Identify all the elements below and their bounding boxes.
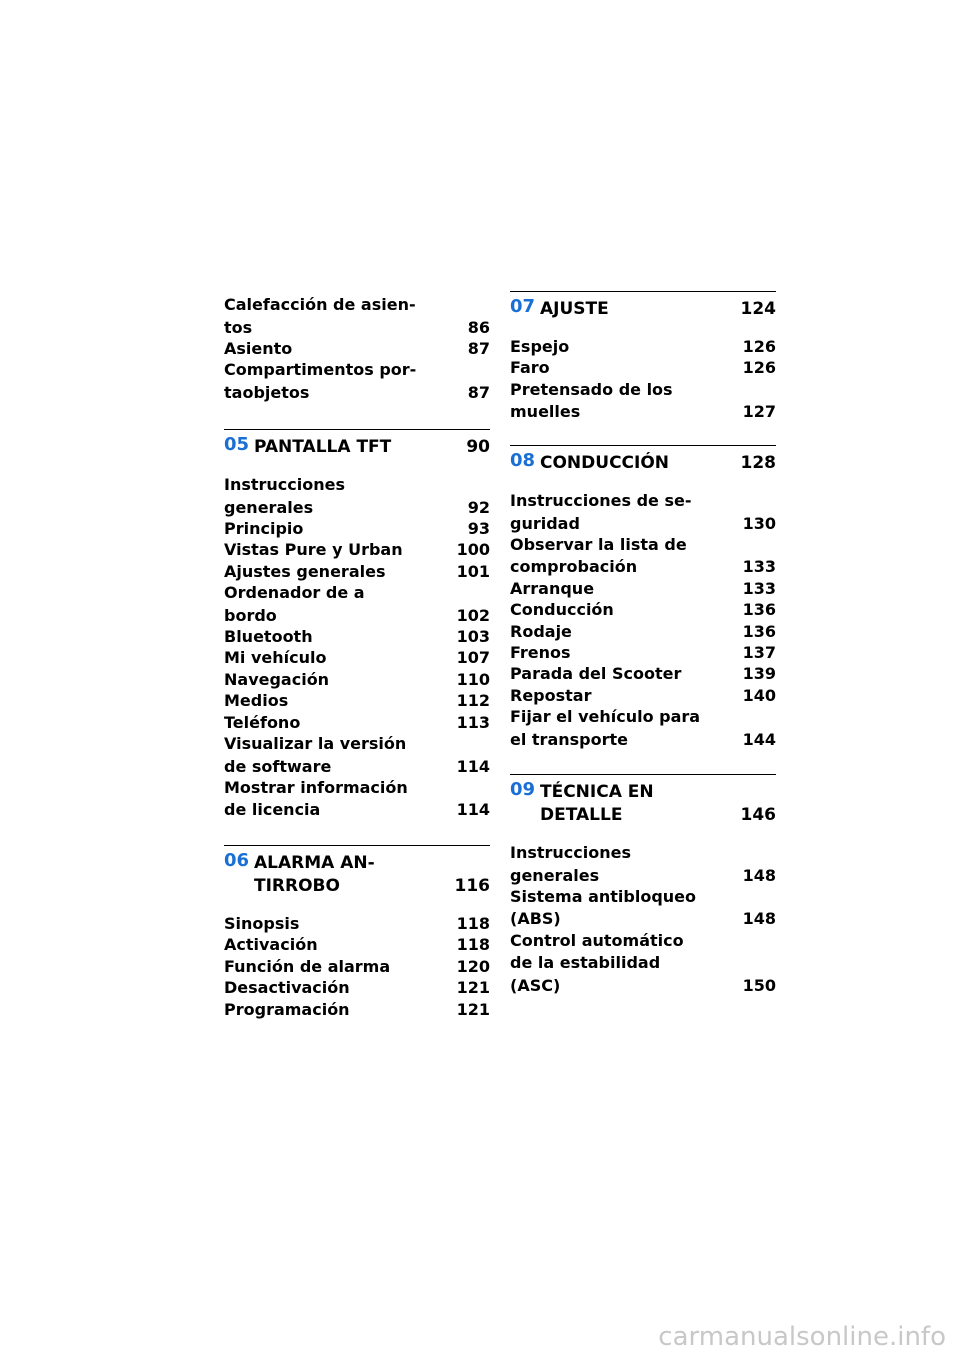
toc-entry[interactable]	[224, 475, 490, 495]
section-title: DETALLE	[540, 805, 623, 825]
toc-entry-page: 113	[456, 712, 490, 732]
toc-entry[interactable]	[224, 498, 490, 518]
toc-entry[interactable]	[510, 953, 776, 973]
toc-entry-page: 101	[456, 561, 490, 581]
toc-entry[interactable]	[224, 713, 490, 733]
section-page: 90	[466, 437, 490, 457]
toc-entry[interactable]	[224, 1000, 490, 1020]
toc-entry-label: Ajustes generales	[224, 561, 386, 581]
toc-entry-label: comprobación	[510, 557, 638, 577]
toc-entry-page: 130	[742, 513, 776, 533]
toc-entry[interactable]	[510, 535, 776, 555]
toc-entry-label: Sistema antibloqueo	[510, 886, 697, 906]
toc-entry-label: Instrucciones	[224, 475, 346, 494]
section-title: TIRROBO	[254, 876, 340, 896]
watermark-text: carmanualsonline.info	[658, 1322, 946, 1352]
toc-entry-label: Observar la lista de	[510, 534, 687, 554]
toc-entry[interactable]	[224, 800, 490, 820]
toc-entry[interactable]	[510, 707, 776, 727]
toc-entry[interactable]	[224, 627, 490, 647]
toc-entry-label: Frenos	[510, 643, 571, 662]
toc-entry-label: Mostrar información	[224, 777, 408, 797]
toc-entry-label: Faro	[510, 358, 550, 378]
toc-entry[interactable]	[224, 606, 490, 626]
toc-entry-page: 87	[467, 382, 490, 402]
toc-entry[interactable]	[224, 383, 490, 403]
toc-entry-label: Mi vehículo	[224, 648, 327, 668]
section-divider	[510, 774, 776, 775]
toc-entry-page: 150	[742, 975, 776, 995]
toc-entry-label: (ASC)	[510, 975, 561, 995]
toc-entry[interactable]	[510, 402, 776, 422]
toc-entry-label: taobjetos	[224, 382, 310, 402]
toc-entry[interactable]	[510, 730, 776, 750]
toc-entry[interactable]	[510, 931, 776, 951]
section-heading[interactable]	[510, 781, 776, 803]
toc-entry-label: Instrucciones de se-	[510, 491, 692, 510]
toc-entry-label: de software	[224, 756, 332, 776]
toc-entry-page: 136	[742, 621, 776, 641]
toc-entry-label: de la estabilidad	[510, 953, 661, 973]
section-heading[interactable]	[510, 452, 776, 474]
toc-entry-label: Teléfono	[224, 712, 301, 732]
toc-entry-page: 118	[456, 914, 490, 933]
section-number: 05	[224, 434, 250, 455]
toc-entry-page: 110	[456, 669, 490, 689]
section-title: ALARMA AN-	[254, 853, 375, 873]
toc-entry-label: Fijar el vehículo para	[510, 707, 701, 727]
toc-entry-label: Activación	[224, 935, 318, 955]
toc-entry-page: 133	[742, 578, 776, 598]
toc-entry[interactable]	[224, 540, 490, 560]
toc-entry[interactable]	[510, 643, 776, 663]
toc-entry[interactable]	[510, 337, 776, 357]
section-divider	[510, 445, 776, 446]
toc-entry[interactable]	[224, 670, 490, 690]
toc-entry-label: generales	[510, 865, 600, 885]
toc-entry-label: Principio	[224, 518, 304, 538]
section-page: 128	[740, 453, 776, 473]
toc-entry-label: Control automático	[510, 930, 684, 950]
toc-entry-label: Medios	[224, 691, 289, 711]
toc-entry[interactable]	[224, 583, 490, 603]
toc-entry-page: 114	[456, 756, 490, 776]
toc-entry[interactable]	[510, 909, 776, 929]
toc-entry[interactable]	[224, 339, 490, 359]
toc-entry[interactable]	[510, 887, 776, 907]
toc-entry-label: Rodaje	[510, 621, 572, 641]
toc-entry-label: muelles	[510, 402, 581, 422]
toc-entry[interactable]	[510, 686, 776, 706]
toc-entry-page: 87	[467, 338, 490, 358]
toc-entry[interactable]	[510, 380, 776, 400]
section-title: TÉCNICA EN	[540, 782, 654, 802]
toc-entry-label: Programación	[224, 999, 350, 1019]
toc-entry[interactable]	[510, 491, 776, 511]
toc-entry[interactable]	[510, 358, 776, 378]
section-title: PANTALLA TFT	[254, 437, 392, 457]
toc-entry-label: Parada del Scooter	[510, 664, 682, 684]
toc-entry[interactable]	[224, 734, 490, 754]
toc-entry-page: 107	[456, 648, 490, 668]
toc-entry[interactable]	[224, 519, 490, 539]
toc-entry-label: Compartimentos por-	[224, 360, 417, 380]
toc-entry[interactable]	[224, 757, 490, 777]
toc-entry-page: 126	[742, 337, 776, 356]
toc-entry[interactable]	[510, 866, 776, 886]
toc-entry-page: 137	[742, 643, 776, 662]
toc-entry-page: 102	[456, 605, 490, 625]
toc-entry-page: 120	[456, 956, 490, 976]
toc-entry-page: 121	[456, 978, 490, 998]
toc-entry[interactable]	[224, 778, 490, 798]
toc-entry-label: el transporte	[510, 729, 628, 749]
toc-entry-label: Desactivación	[224, 978, 350, 998]
toc-entry-label: generales	[224, 497, 314, 517]
toc-entry-page: 114	[456, 800, 490, 820]
toc-entry[interactable]	[510, 843, 776, 863]
toc-entry[interactable]	[510, 976, 776, 996]
toc-entry-page: 144	[742, 729, 776, 749]
toc-entry-page: 121	[456, 999, 490, 1019]
toc-entry-label: Bluetooth	[224, 627, 313, 646]
toc-entry-label: Repostar	[510, 685, 592, 705]
toc-entry-page: 100	[456, 540, 490, 560]
section-heading[interactable]	[224, 875, 490, 897]
section-number: 06	[224, 850, 250, 871]
toc-entry-page: 126	[742, 358, 776, 378]
toc-entry-label: Ordenador de a	[224, 583, 365, 603]
section-page: 116	[454, 876, 490, 896]
toc-entry-page: 93	[467, 518, 490, 538]
section-heading[interactable]	[224, 852, 490, 874]
toc-entry-label: Visualizar la versión	[224, 734, 407, 753]
toc-entry-page: 133	[742, 557, 776, 577]
toc-entry-page: 139	[742, 664, 776, 684]
toc-entry-label: Vistas Pure y Urban	[224, 540, 403, 560]
toc-entry-label: Instrucciones	[510, 843, 632, 862]
toc-entry-label: Calefacción de asien-	[224, 295, 416, 314]
toc-entry[interactable]	[224, 957, 490, 977]
toc-entry[interactable]	[510, 557, 776, 577]
toc-entry[interactable]	[224, 691, 490, 711]
toc-entry-label: Asiento	[224, 338, 293, 358]
toc-entry-page: 112	[456, 691, 490, 711]
toc-entry-label: Pretensado de los	[510, 379, 673, 399]
section-number: 08	[510, 450, 536, 471]
toc-entry[interactable]	[510, 514, 776, 534]
section-divider	[224, 845, 490, 846]
toc-entry[interactable]	[224, 295, 490, 315]
toc-entry-page: 127	[742, 402, 776, 422]
toc-entry-page: 148	[742, 909, 776, 929]
toc-entry-page: 92	[467, 497, 490, 517]
section-divider	[510, 291, 776, 292]
section-heading[interactable]	[224, 436, 490, 458]
section-heading[interactable]	[510, 298, 776, 320]
toc-entry-label: bordo	[224, 605, 277, 625]
toc-entry-label: Función de alarma	[224, 956, 391, 976]
toc-entry[interactable]	[224, 978, 490, 998]
toc-entry-label: guridad	[510, 513, 580, 533]
toc-entry[interactable]	[224, 562, 490, 582]
toc-entry-page: 140	[742, 685, 776, 705]
section-heading[interactable]	[510, 804, 776, 826]
toc-entry-page: 136	[742, 600, 776, 620]
toc-entry-label: Navegación	[224, 669, 330, 689]
toc-entry[interactable]	[510, 622, 776, 642]
toc-entry[interactable]	[510, 579, 776, 599]
toc-entry-page: 148	[742, 865, 776, 885]
section-page: 124	[740, 299, 776, 319]
toc-entry[interactable]	[224, 935, 490, 955]
section-divider	[224, 429, 490, 430]
toc-entry[interactable]	[510, 664, 776, 684]
toc-entry-label: tos	[224, 317, 253, 337]
section-page: 146	[740, 805, 776, 825]
section-title: CONDUCCIÓN	[540, 453, 670, 473]
toc-entry-label: Conducción	[510, 600, 614, 620]
toc-entry-label: Arranque	[510, 578, 595, 598]
toc-entry-label: Espejo	[510, 337, 570, 356]
toc-entry-page: 103	[456, 627, 490, 646]
toc-entry[interactable]	[510, 600, 776, 620]
toc-entry[interactable]	[224, 914, 490, 934]
toc-entry-label: Sinopsis	[224, 914, 300, 933]
section-number: 07	[510, 296, 536, 317]
toc-entry[interactable]	[224, 318, 490, 338]
toc-entry[interactable]	[224, 648, 490, 668]
toc-entry-label: (ABS)	[510, 909, 561, 929]
section-title: AJUSTE	[540, 299, 609, 319]
toc-entry-page: 118	[456, 935, 490, 955]
section-number: 09	[510, 779, 536, 800]
toc-entry-label: de licencia	[224, 800, 321, 820]
toc-entry-page: 86	[467, 317, 490, 337]
toc-entry[interactable]	[224, 360, 490, 380]
